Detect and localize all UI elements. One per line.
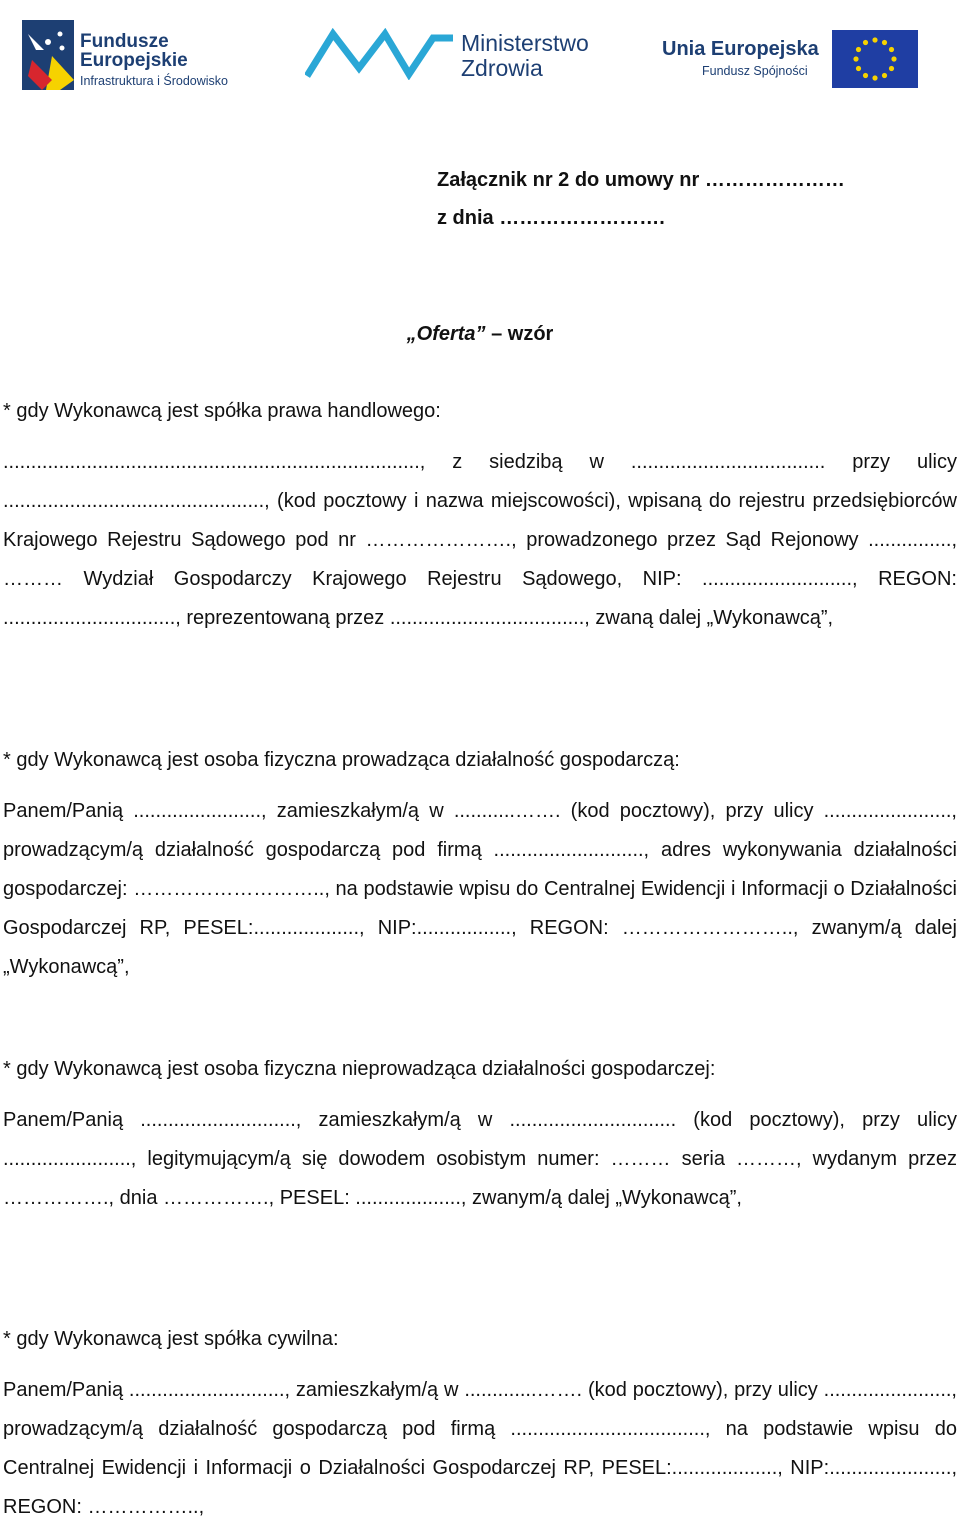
fundusze-line1: Fundusze xyxy=(80,31,169,52)
fundusze-europejskie-logo xyxy=(18,14,253,94)
section-body: Panem/Panią ............................, zamieszkałym/ą w .............……. (kod pocztowy), przy ulicy ......................., prowadzącym/ą działalność gospodarczą pod firmą ..................................., na podstawie wpisu do Centralnej Ewidencji i Informacji o Działalności Gospodarczej RP, PESEL:..................., NIP:......................, REGON: …………….., xyxy=(3,1379,957,1518)
ministerstwo-line2: Zdrowia xyxy=(461,55,543,81)
ministerstwo-zdrowia-logo xyxy=(305,26,605,86)
unia-europejska-logo xyxy=(662,30,922,90)
section-commercial-company xyxy=(3,392,957,638)
unia-line2: Fundusz Spójności xyxy=(702,64,808,78)
fundusze-line2: Europejskie xyxy=(80,50,188,71)
mz-wave-icon xyxy=(305,28,455,80)
annex-date-line: z dnia ……………………. xyxy=(437,207,665,229)
section-sole-trader xyxy=(3,741,957,987)
ministerstwo-line1: Ministerstwo xyxy=(461,30,589,56)
section-private-person xyxy=(3,1050,957,1218)
eu-flag-icon xyxy=(832,30,918,88)
annex-number-line: Załącznik nr 2 do umowy nr ………………… xyxy=(437,169,845,191)
fundusze-line3: Infrastruktura i Środowisko xyxy=(80,74,228,88)
section-body: ..........................................................................., z siedzibą w ................................... przy ulicy ..............................................., (kod pocztowy i nazwa miejscowości), wpisaną do rejestru przedsiębiorców Krajowego Rejestru Sądowego pod nr …………………., prowadzonego przez Sąd Rejonowy ..............., ……… Wydział Gospodarczy Krajowego Rejestru Sądowego, NIP: ..........................., REGON: ..............................., reprezentowaną przez ..................................., zwaną dalej „Wykonawcą”, xyxy=(3,451,957,629)
section-body: Panem/Panią ............................, zamieszkałym/ą w .............................. (kod pocztowy), przy ulicy ......................., legitymującym/ą się dowodem osobistym numer: ……… seria ………, wydanym przez ……………., dnia ……………., PESEL: ..................., zwanym/ą dalej „Wykonawcą”, xyxy=(3,1109,957,1209)
section-heading: * gdy Wykonawcą jest osoba fizyczna prowadząca działalność gospodarczą: xyxy=(3,749,680,771)
logo-bar xyxy=(0,0,960,110)
fundusze-europejskie-mark-icon xyxy=(22,20,74,90)
title-rest: – wzór xyxy=(485,323,554,345)
section-civil-partnership xyxy=(3,1320,957,1527)
document-title xyxy=(0,322,960,346)
section-heading: * gdy Wykonawcą jest spółka cywilna: xyxy=(3,1328,339,1350)
title-italic: „Oferta” xyxy=(406,323,486,345)
section-heading: * gdy Wykonawcą jest spółka prawa handlowego: xyxy=(3,400,441,422)
section-heading: * gdy Wykonawcą jest osoba fizyczna nieprowadząca działalności gospodarczej: xyxy=(3,1058,716,1080)
section-body: Panem/Panią ......................., zamieszkałym/ą w ...........……. (kod pocztowy), przy ulicy ......................., prowadzącym/ą działalność gospodarczą pod firmą ..........................., adres wykonywania działalności gospodarczej: ……………………….., na podstawie wpisu do Centralnej Ewidencji i Informacji o Działalności Gospodarczej RP, PESEL:..................., NIP:................., REGON: …………………….., zwanym/ą dalej „Wykonawcą”, xyxy=(3,800,957,978)
unia-line1: Unia Europejska xyxy=(662,38,819,60)
